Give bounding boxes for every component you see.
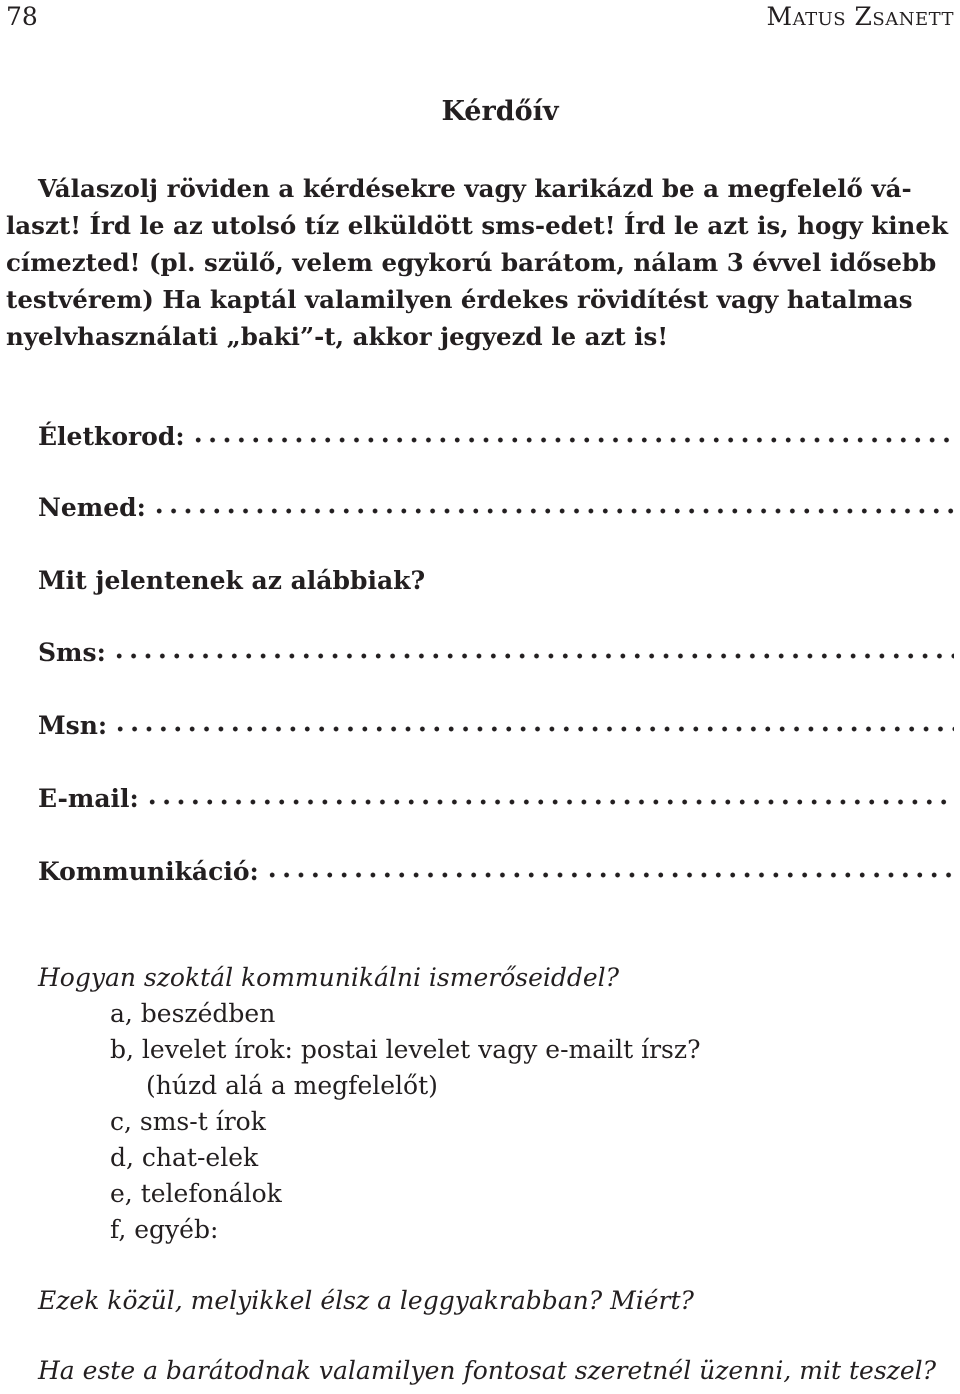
page-title: Kérdőív xyxy=(441,96,559,127)
msn-field[interactable] xyxy=(38,711,954,740)
msn-label: Msn: xyxy=(38,711,108,740)
dotted-answer-line[interactable] xyxy=(152,508,954,514)
option-c[interactable]: c, sms-t írok xyxy=(110,1107,266,1136)
age-field[interactable] xyxy=(38,422,954,451)
dotted-answer-line[interactable] xyxy=(265,872,954,878)
email-label: E-mail: xyxy=(38,784,139,813)
age-label: Életkorod: xyxy=(38,422,185,451)
how-question: Hogyan szoktál kommunikálni ismerőseiddel? xyxy=(38,963,620,992)
option-b-note: (húzd alá a megfelelőt) xyxy=(146,1071,438,1100)
sms-label: Sms: xyxy=(38,638,106,667)
page-number: 78 xyxy=(6,2,38,31)
intro-line: testvérem) Ha kaptál valamilyen érdekes rövidítést vagy hatalmas xyxy=(6,285,913,314)
intro-line: laszt! Írd le az utolsó tíz elküldött sms-edet! Írd le azt is, hogy kinek xyxy=(6,211,948,240)
gender-label: Nemed: xyxy=(38,493,146,522)
intro-line: Válaszolj röviden a kérdésekre vagy karikázd be a megfelelő vá- xyxy=(38,174,912,203)
evening-question: Ha este a barátodnak valamilyen fontosat szeretnél üzenni, mit teszel? xyxy=(38,1356,937,1385)
option-d[interactable]: d, chat-elek xyxy=(110,1143,259,1172)
option-a[interactable]: a, beszédben xyxy=(110,999,276,1028)
intro-line: címezted! (pl. szülő, velem egykorú barátom, nálam 3 évvel idősebb xyxy=(6,248,937,277)
intro-line: nyelvhasználati „baki”-t, akkor jegyezd le azt is! xyxy=(6,322,669,351)
dotted-answer-line[interactable] xyxy=(191,437,954,443)
dotted-answer-line[interactable] xyxy=(112,653,954,659)
dotted-answer-line[interactable] xyxy=(145,799,954,805)
option-b[interactable]: b, levelet írok: postai levelet vagy e-mailt írsz? xyxy=(110,1035,701,1064)
intro-paragraph xyxy=(6,170,954,355)
running-head: Matus Zsanett xyxy=(766,2,954,31)
sms-field[interactable] xyxy=(38,638,954,667)
gender-field[interactable] xyxy=(38,493,954,522)
dotted-answer-line[interactable] xyxy=(113,726,954,732)
option-e[interactable]: e, telefonálok xyxy=(110,1179,282,1208)
communication-label: Kommunikáció: xyxy=(38,857,259,886)
option-f[interactable]: f, egyéb: xyxy=(110,1215,219,1244)
email-field[interactable] xyxy=(38,784,954,813)
communication-field[interactable] xyxy=(38,857,954,886)
frequency-question: Ezek közül, melyikkel élsz a leggyakrabban? Miért? xyxy=(38,1286,694,1315)
meaning-question: Mit jelentenek az alábbiak? xyxy=(38,566,426,595)
